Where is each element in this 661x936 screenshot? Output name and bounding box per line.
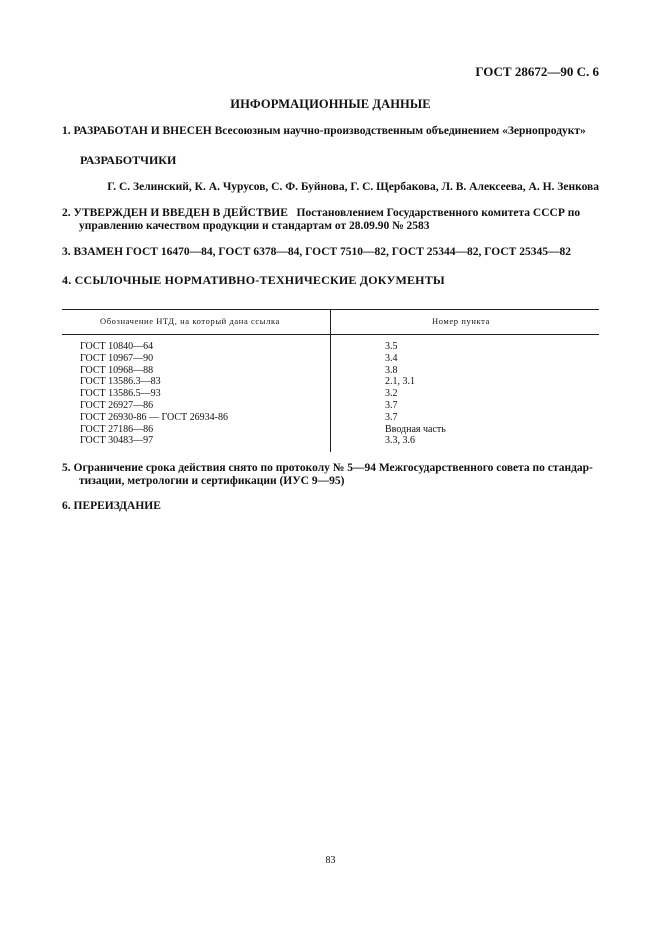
section-2-label: 2. УТВЕРЖДЕН И ВВЕДЕН В ДЕЙСТВИЕ: [62, 207, 288, 219]
section-validity-line-1: 5. Ограничение срока действия снято по протоколу № 5—94 Межгосударственного совета по стандар-: [62, 462, 593, 474]
section-replaces: 3. ВЗАМЕН ГОСТ 16470—84, ГОСТ 6378—84, ГОСТ 7510—82, ГОСТ 25344—82, ГОСТ 25345—82: [62, 246, 571, 258]
table-cell-designation: ГОСТ 26930-86 — ГОСТ 26934-86: [80, 411, 228, 423]
table-cell-clause: 3.4: [385, 352, 398, 364]
section-2-text-1: Постановлением Государственного комитета СССР по: [296, 207, 581, 219]
section-validity-line-2: тизации, метрологии и сертификации (ИУС 9—95): [79, 475, 345, 487]
table-cell-designation: ГОСТ 10840—64: [80, 341, 154, 352]
table-cell-designation: ГОСТ 27186—86: [80, 423, 154, 435]
table-cell-designation: ГОСТ 30483—97: [80, 435, 154, 447]
table-cell-clause: 2.1, 3.1: [385, 376, 415, 388]
table-cell-designation: ГОСТ 13586.5—93: [80, 388, 161, 400]
table-column-designations: [80, 341, 228, 447]
table-cell-clause: 3.3, 3.6: [385, 435, 415, 447]
table-cell-clause: 3.8: [385, 364, 398, 376]
section-1-text: Всесоюзным научно-производственным объединением «Зернопродукт»: [214, 125, 586, 137]
developers-label: РАЗРАБОТЧИКИ: [80, 153, 177, 167]
section-developed-by: [62, 125, 586, 137]
table-header-clause: Номер пункта: [432, 316, 490, 326]
table-cell-clause: Вводная часть: [385, 423, 446, 435]
document-code: ГОСТ 28672—90 С. 6: [475, 64, 599, 79]
section-approved-line-1: [62, 207, 580, 219]
section-1-label: 1. РАЗРАБОТАН И ВНЕСЕН: [62, 125, 212, 137]
table-cell-designation: ГОСТ 26927—86: [80, 399, 154, 411]
table-column-clauses: [385, 341, 446, 447]
table-cell-clause: 3.2: [385, 388, 398, 400]
table-column-divider: [330, 309, 331, 452]
table-cell-clause: 3.7: [385, 411, 398, 423]
table-cell-designation: ГОСТ 10968—88: [80, 364, 154, 376]
section-reissue: 6. ПЕРЕИЗДАНИЕ: [62, 500, 161, 512]
developers-names: Г. С. Зелинский, К. А. Чурусов, С. Ф. Буйнова, Г. С. Щербакова, Л. В. Алексеева, А. Н. Зенкова: [107, 181, 599, 193]
table-cell-designation: ГОСТ 10967—90: [80, 352, 154, 364]
page-number: 83: [325, 855, 336, 866]
page-title: ИНФОРМАЦИОННЫЕ ДАННЫЕ: [230, 97, 431, 111]
table-cell-clause: 3.5: [385, 341, 398, 352]
table-cell-clause: 3.7: [385, 399, 398, 411]
section-2-text-2: управлению качеством продукции и стандартам от 28.09.90 № 2583: [79, 220, 430, 232]
section-references-title: 4. ССЫЛОЧНЫЕ НОРМАТИВНО-ТЕХНИЧЕСКИЕ ДОКУМЕНТЫ: [62, 273, 445, 287]
table-header-designation: Обозначение НТД, на который дана ссылка: [100, 316, 280, 326]
table-cell-designation: ГОСТ 13586.3—83: [80, 376, 161, 388]
